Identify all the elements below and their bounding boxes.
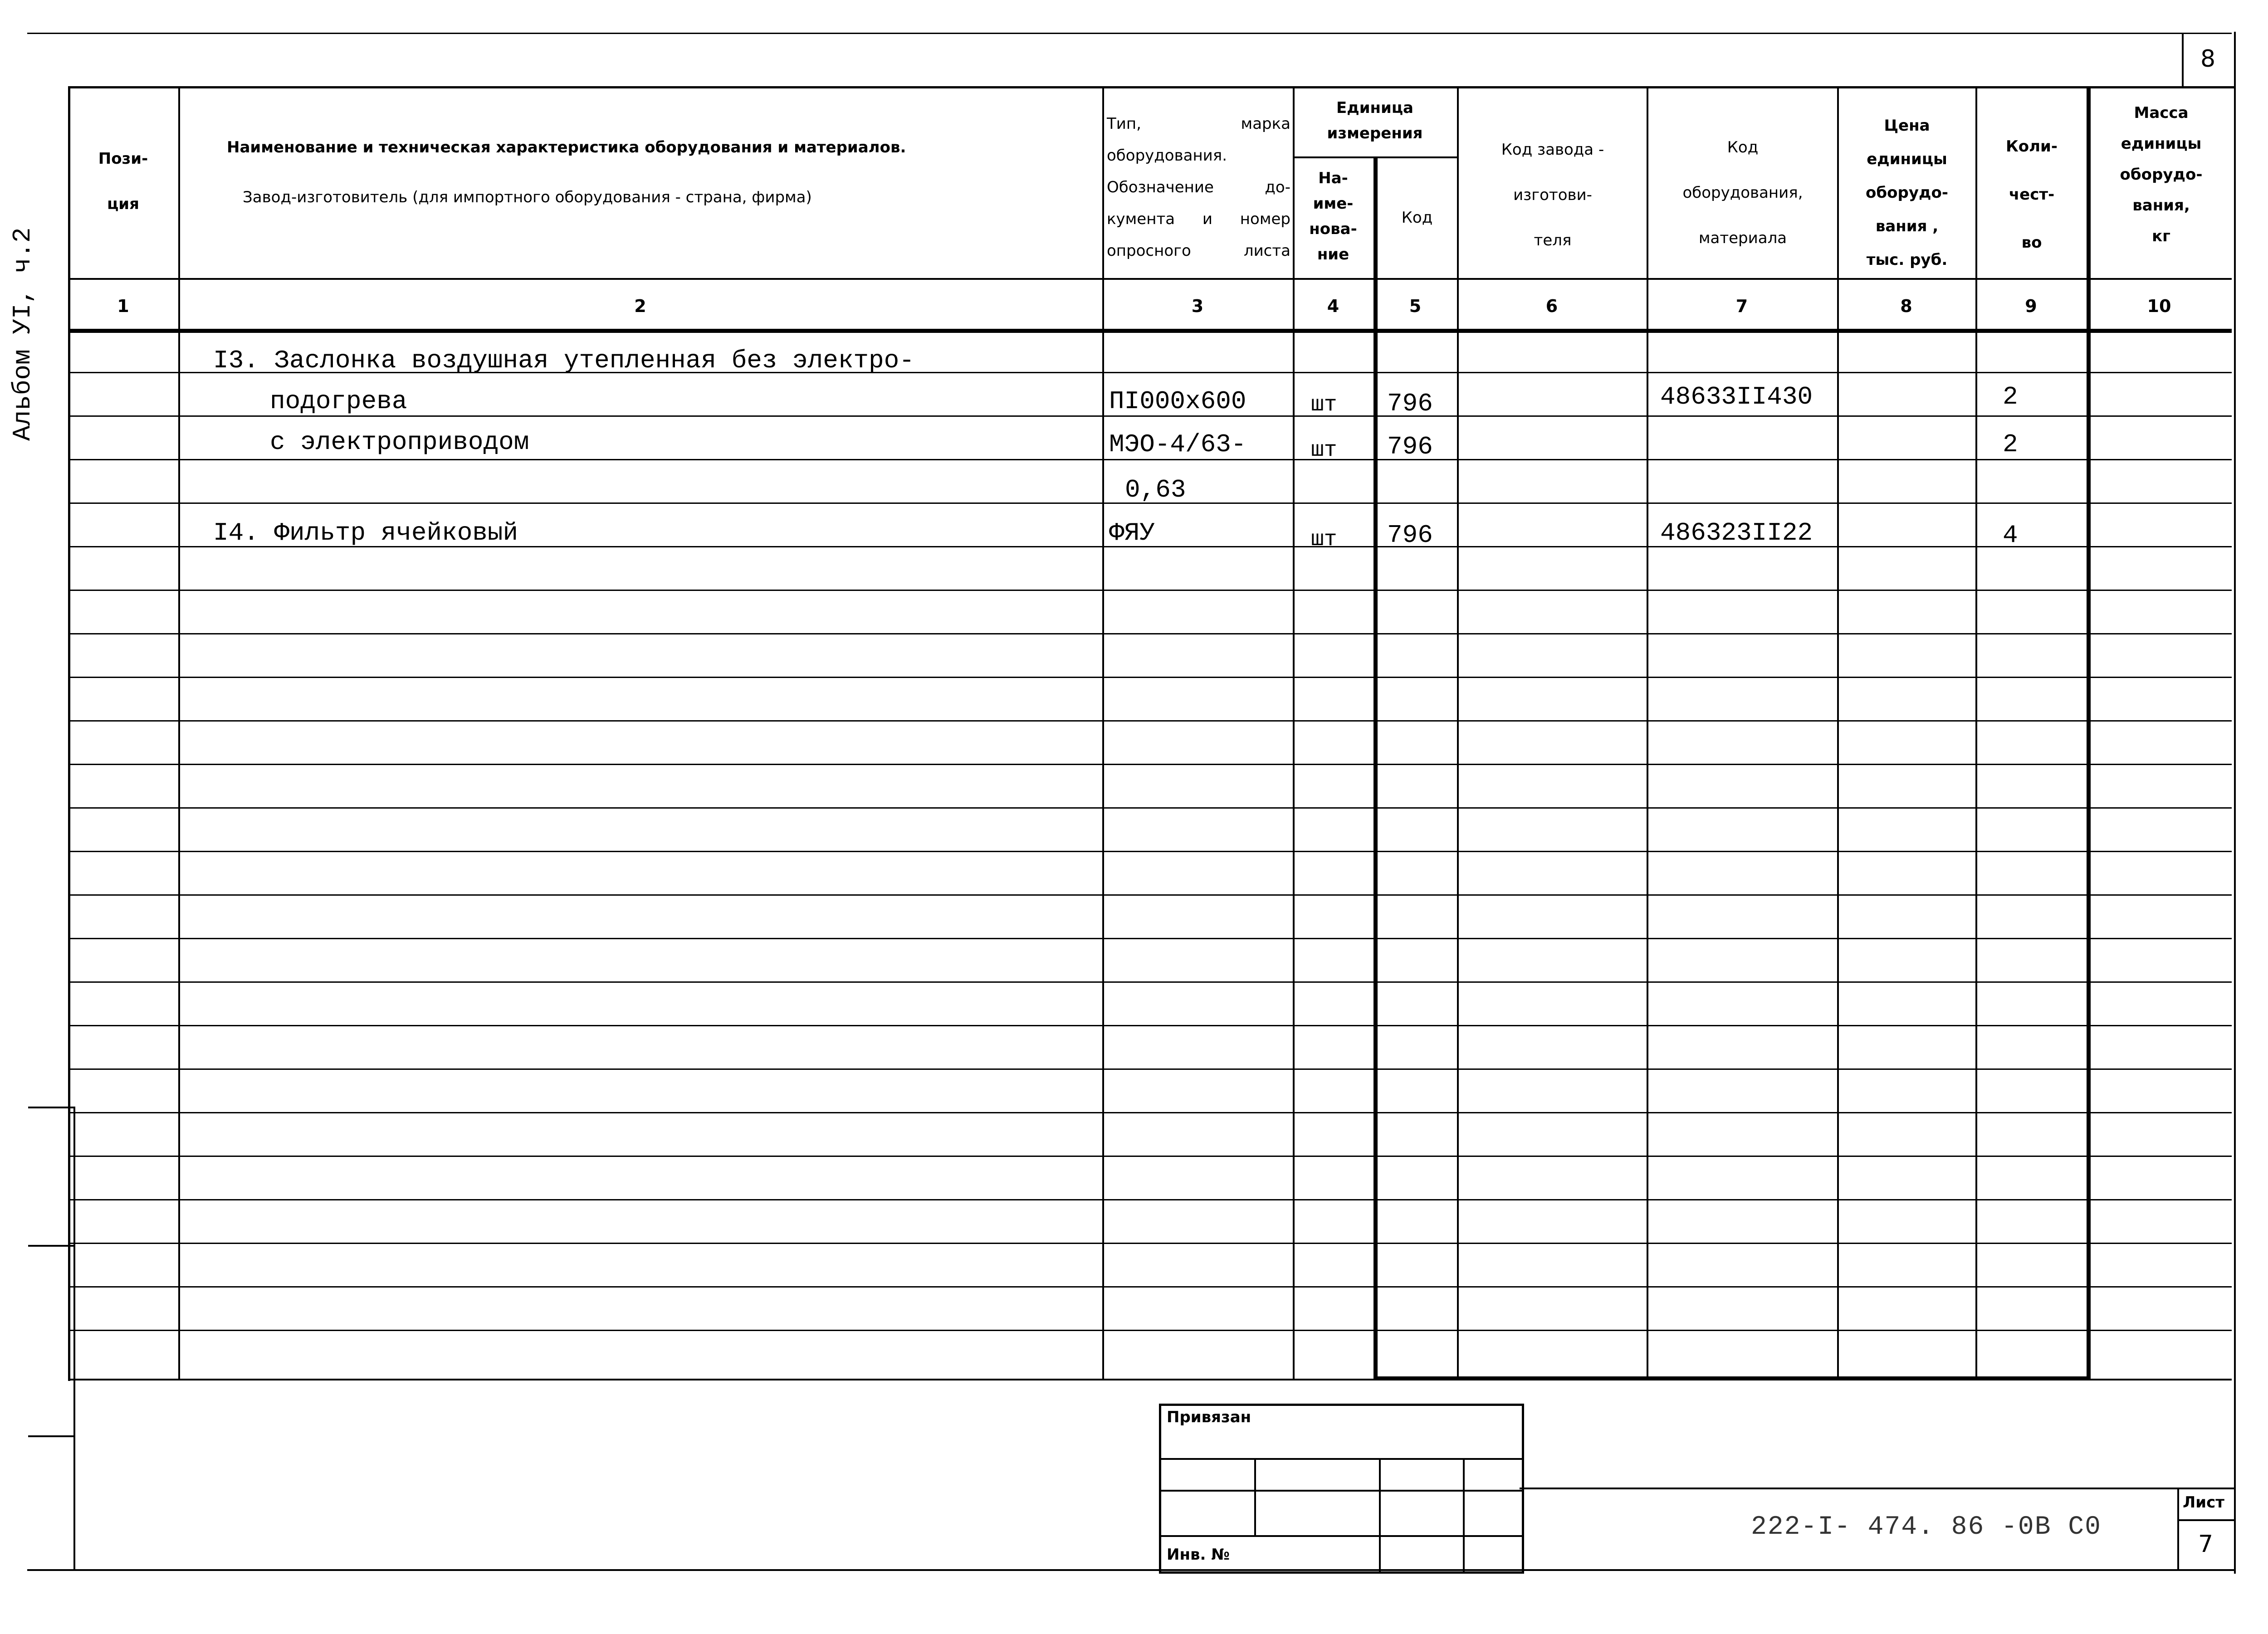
table-row-line — [68, 677, 2232, 678]
row-5-type: ФЯУ — [1109, 518, 1155, 547]
row-5-equip-code: 486323II22 — [1660, 518, 1813, 547]
document-code: 222-I- 474. 86 -0В С0 — [1751, 1512, 2102, 1542]
row-1-name: I3. Заслонка воздушная утепленная без электро- — [213, 346, 914, 375]
col-line-3 — [1293, 86, 1295, 1379]
header-mass: Масса единицы оборудо- вания, кг — [2120, 104, 2203, 245]
header-unit-group: Единица измерения — [1327, 99, 1423, 142]
bound-stamp-col-2 — [1379, 1458, 1381, 1571]
row-5-qty: 4 — [2003, 521, 2018, 550]
table-row-line — [68, 1199, 2232, 1200]
table-row-line — [68, 1025, 2232, 1026]
table-row-line — [68, 720, 2232, 722]
header-equipment-code: Код оборудования, материала — [1682, 138, 1803, 247]
column-number-bottom-line — [68, 329, 2232, 333]
row-2-name: подогрева — [270, 387, 407, 416]
col-number-8: 8 — [1900, 296, 1912, 316]
col-line-6 — [1647, 86, 1648, 1379]
row-5-code: 796 — [1387, 521, 1433, 550]
header-factory-code: Код завода - изготови- теля — [1501, 141, 1604, 249]
table-row-line — [68, 894, 2232, 896]
row-2-code: 796 — [1387, 389, 1433, 418]
sheet-value: 7 — [2198, 1531, 2214, 1558]
header-position: Пози- ция — [98, 150, 148, 213]
col-line-8 — [1975, 86, 1977, 1379]
header-name-line1: Наименование и техническая характеристика оборудования и материалов. — [227, 138, 906, 156]
col-number-1: 1 — [117, 296, 129, 316]
sheet-label: Лист — [2183, 1493, 2224, 1512]
bound-label: Привязан — [1167, 1408, 1251, 1426]
row-3-unit: шт — [1311, 438, 1337, 463]
col-number-5: 5 — [1409, 296, 1422, 316]
col-number-6: 6 — [1545, 296, 1558, 316]
table-row-line — [68, 1243, 2232, 1244]
table-row-line — [68, 807, 2232, 809]
bound-stamp-col-1 — [1254, 1458, 1256, 1535]
col-line-1 — [178, 86, 180, 1379]
row-3-name: с электроприводом — [270, 428, 529, 457]
header-unit-name: На- име- нова- ние — [1309, 169, 1357, 263]
row-2-unit: шт — [1311, 393, 1337, 417]
right-border-line — [2234, 32, 2236, 1574]
table-row-line — [68, 1112, 2232, 1113]
col-number-7: 7 — [1735, 296, 1748, 316]
row-2-equip-code: 48633II430 — [1660, 382, 1813, 411]
unit-group-divider — [1293, 156, 1457, 158]
header-type: Тип, марка оборудования. Обозначение до- кумента и номер опросного листа — [1107, 115, 1290, 260]
row-5-name: I4. Фильтр ячейковый — [213, 518, 518, 547]
row-3-qty: 2 — [2003, 430, 2018, 459]
col-line-5 — [1457, 86, 1459, 1379]
bound-stamp-col-3 — [1463, 1458, 1465, 1571]
sheet-box-divider — [2177, 1519, 2234, 1521]
table-row-line — [68, 1068, 2232, 1070]
bound-stamp-row-1 — [1159, 1458, 1522, 1460]
table-row-line — [68, 1330, 2232, 1331]
table-frame — [68, 86, 2234, 1381]
table-row-line — [68, 851, 2232, 852]
row-3-code: 796 — [1387, 432, 1433, 461]
col-line-2 — [1102, 86, 1104, 1379]
row-3-type: МЭО-4/63- — [1109, 430, 1246, 459]
top-border-line — [27, 33, 2232, 34]
header-quantity: Коли- чест- во — [2006, 137, 2058, 252]
header-price: Цена единицы оборудо- вания , тыс. руб. — [1866, 117, 1948, 269]
col-line-4 — [1374, 156, 1378, 1379]
row-2-type: ПI000х600 — [1109, 387, 1246, 416]
header-name-line2: Завод-изготовитель (для импортного оборудования - страна, фирма) — [243, 188, 812, 206]
row-2-qty: 2 — [2003, 382, 2018, 411]
row-4-type: 0,63 — [1125, 475, 1186, 504]
header-bottom-line — [68, 278, 2232, 280]
table-row-line — [68, 1156, 2232, 1157]
table-row-line — [68, 633, 2232, 634]
col-number-2: 2 — [634, 296, 646, 316]
bottom-frame-line — [27, 1569, 2234, 1571]
bound-stamp-row-2 — [1159, 1490, 1522, 1492]
table-row-line — [68, 764, 2232, 765]
col-number-3: 3 — [1191, 296, 1204, 316]
table-row-line — [68, 981, 2232, 983]
col-number-9: 9 — [2025, 296, 2037, 316]
table-row-line — [68, 938, 2232, 939]
binding-strip-divider-2 — [28, 1435, 73, 1437]
row-5-unit: шт — [1311, 527, 1337, 552]
title-block-top-line — [1520, 1488, 2234, 1489]
album-side-label: Альбом УI, ч.2 — [8, 227, 37, 441]
binding-strip-divider-1 — [28, 1245, 73, 1247]
bound-stamp-row-3 — [1159, 1535, 1522, 1537]
inventory-label: Инв. № — [1167, 1546, 1230, 1564]
header-unit-code: Код — [1401, 209, 1433, 227]
col-number-10: 10 — [2147, 296, 2171, 316]
sheet-number-top: 8 — [2200, 45, 2216, 73]
col-line-7 — [1837, 86, 1839, 1379]
table-row-line — [68, 1286, 2232, 1288]
col-line-9 — [2087, 86, 2091, 1379]
table-bottom-line — [68, 1379, 2232, 1380]
table-row-line — [68, 590, 2232, 591]
col-number-4: 4 — [1327, 296, 1339, 316]
